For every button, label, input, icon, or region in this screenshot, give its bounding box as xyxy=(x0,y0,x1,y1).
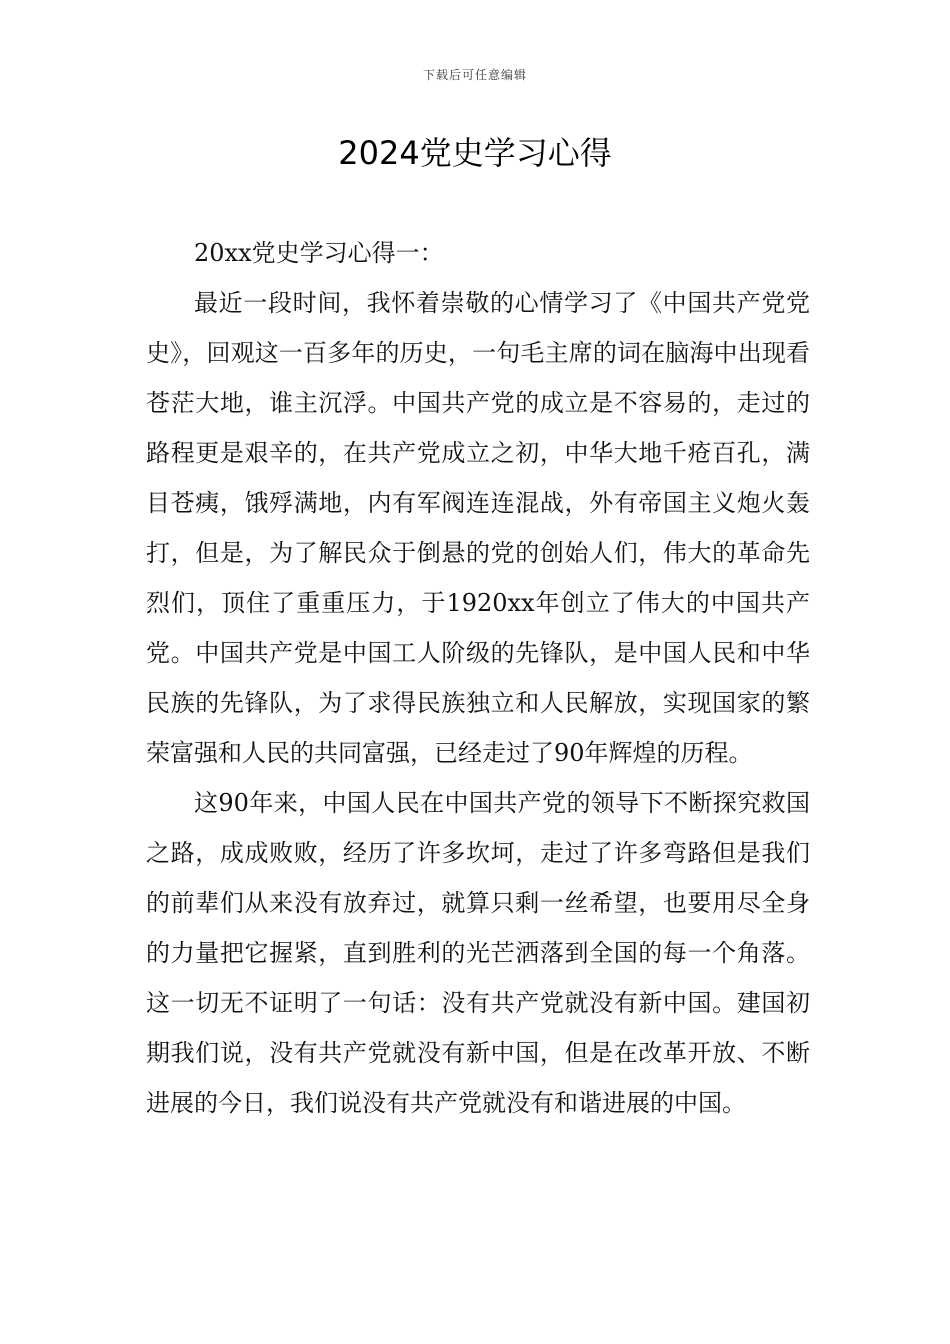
section-subheading: 20xx党史学习心得一： xyxy=(194,239,444,267)
paragraph-1: 最近一段时间，我怀着崇敬的心情学习了《中国共产党党史》，回观这一百多年的历史，一句毛主席的词在脑海中出现看苍茫大地，谁主沉浮。中国共产党的成立是不容易的，走过的路程更是艰辛的，在共产党成立之初，中华大地千疮百孔，满目苍痍，饿殍满地，内有军阀连连混战，外有帝国主义炮火轰打，但是，为了解民众于倒悬的党的创始人们，伟大的革命先烈们，顶住了重重压力，于1920xx年创立了伟大的中国共产党。中国共产党是中国工人阶级的先锋队，是中国人民和中华民族的先锋队，为了求得民族独立和人民解放，实现国家的繁荣富强和人民的共同富强，已经走过了90年辉煌的历程。 xyxy=(146,289,810,767)
document-body xyxy=(146,228,810,1128)
header-note: 下载后可任意编辑 xyxy=(422,68,527,82)
document-title: 2024党史学习心得 xyxy=(338,134,612,172)
paragraph-2: 这90年来，中国人民在中国共产党的领导下不断探究救国之路，成成败败，经历了许多坎坷，走过了许多弯路但是我们的前辈们从来没有放弃过，就算只剩一丝希望，也要用尽全身的力量把它握紧，直到胜利的光芒洒落到全国的每一个角落。这一切无不证明了一句话：没有共产党就没有新中国。建国初期我们说，没有共产党就没有新中国，但是在改革开放、不断进展的今日，我们说没有共产党就没有和谐进展的中国。 xyxy=(146,789,810,1117)
